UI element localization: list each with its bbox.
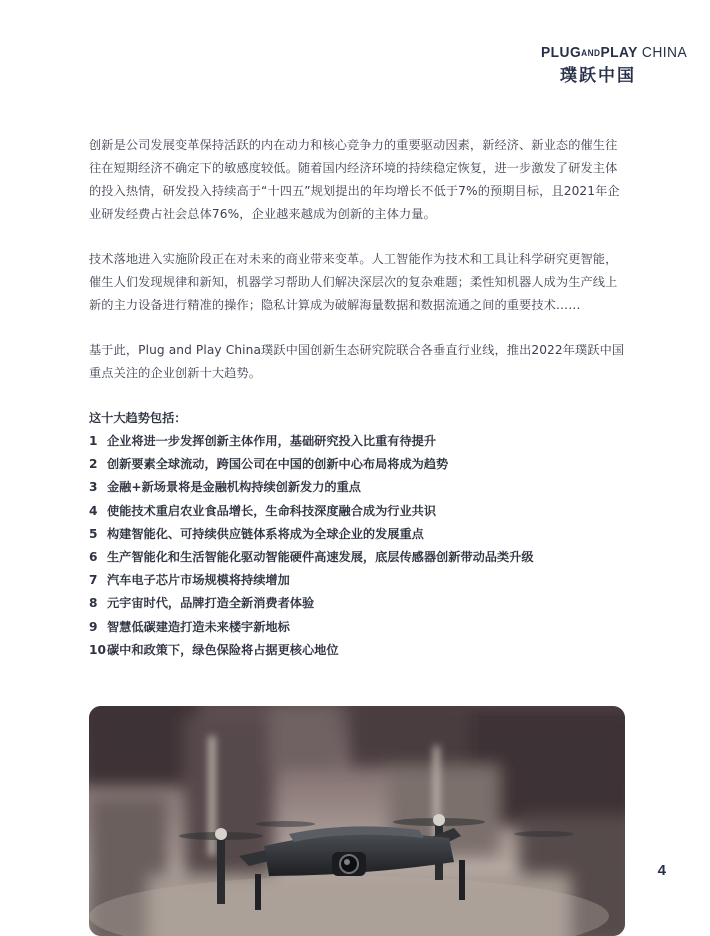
trend-text: 创新要素全球流动，跨国公司在中国的创新中心布局将成为趋势 [107,457,449,472]
trend-number: 5 [89,526,98,541]
trend-text: 汽车电子芯片市场规模将持续增加 [107,573,290,588]
drone-photo [89,706,625,936]
trend-item [89,523,625,546]
drone-photo-illustration [89,706,625,936]
trend-number: 1 [89,434,98,448]
trend-text: 生产智能化和生活智能化驱动智能硬件高速发展，底层传感器创新带动品类升级 [107,550,534,565]
logo-word-play: PLAY [600,44,638,61]
trend-number: 3 [89,480,98,495]
trend-text: 构建智能化、可持续供应链体系将成为全球企业的发展重点 [107,526,424,541]
logo-chinese: 璞跃中国 [560,66,636,86]
report-paragraph: 基于此，Plug and Play China璞跃中国创新生态研究院联合各垂直行业线，推出2022年璞跃中国重点关注的企业创新十大趋势。 [89,343,625,380]
trend-item [89,476,625,499]
trend-item [89,592,625,615]
trend-item [89,430,625,453]
trend-text: 碳中和政策下，绿色保险将占据更核心地位 [107,642,339,657]
trend-text: 金融+新场景将是金融机构持续创新发力的重点 [107,480,361,495]
trend-number: 6 [89,550,98,565]
trend-text: 元宇宙时代，品牌打造全新消费者体验 [107,596,315,611]
trend-number: 10 [89,642,106,657]
trend-item [89,453,625,476]
trend-item [89,616,625,639]
trend-item [89,569,625,592]
trend-list [89,430,625,662]
trend-number: 7 [89,573,98,588]
trend-number: 2 [89,457,98,472]
trend-text: 智慧低碳建造打造未来楼宇新地标 [107,619,290,634]
trend-item [89,639,625,662]
trends-title: 这十大趋势包括： [89,411,187,425]
intro-paragraph: 创新是公司发展变革保持活跃的内在动力和核心竞争力的重要驱动因素，新经济、新业态的催生往往在短期经济不确定下的敏感度较低。随着国内经济环境的持续稳定恢复，进一步激发了研发主体的投入热情，研发投入持续高于“十四五”规划提出的年均增长不低于7%的预期目标，且2021年企业研发经费占社会总体76%，企业越来越成为创新的主体力量。 [89,138,620,221]
logo-word-china: CHINA [641,44,688,61]
logo-word-plug: PLUG [540,44,582,61]
trend-item [89,546,625,569]
trend-number: 9 [89,619,98,634]
trend-number: 8 [89,596,98,611]
logo-english [540,44,688,63]
trend-text: 企业将进一步发挥创新主体作用，基础研究投入比重有待提升 [107,434,437,448]
trend-text: 使能技术重启农业食品增长，生命科技深度融合成为行业共识 [107,503,437,518]
trend-number: 4 [89,503,98,518]
trend-item [89,500,625,523]
plug-and-play-china-logo [536,44,688,87]
main-content [89,134,625,662]
technology-paragraph: 技术落地进入实施阶段正在对未来的商业带来变革。人工智能作为技术和工具让科学研究更智能，催生人们发现规律和新知，机器学习帮助人们解决深层次的复杂难题；柔性知机器人成为生产线上新的主力设备进行精准的操作；隐私计算成为破解海量数据和数据流通之间的重要技术…… [89,252,618,312]
logo-word-and: AND [581,48,601,58]
page-number: 4 [657,862,666,879]
